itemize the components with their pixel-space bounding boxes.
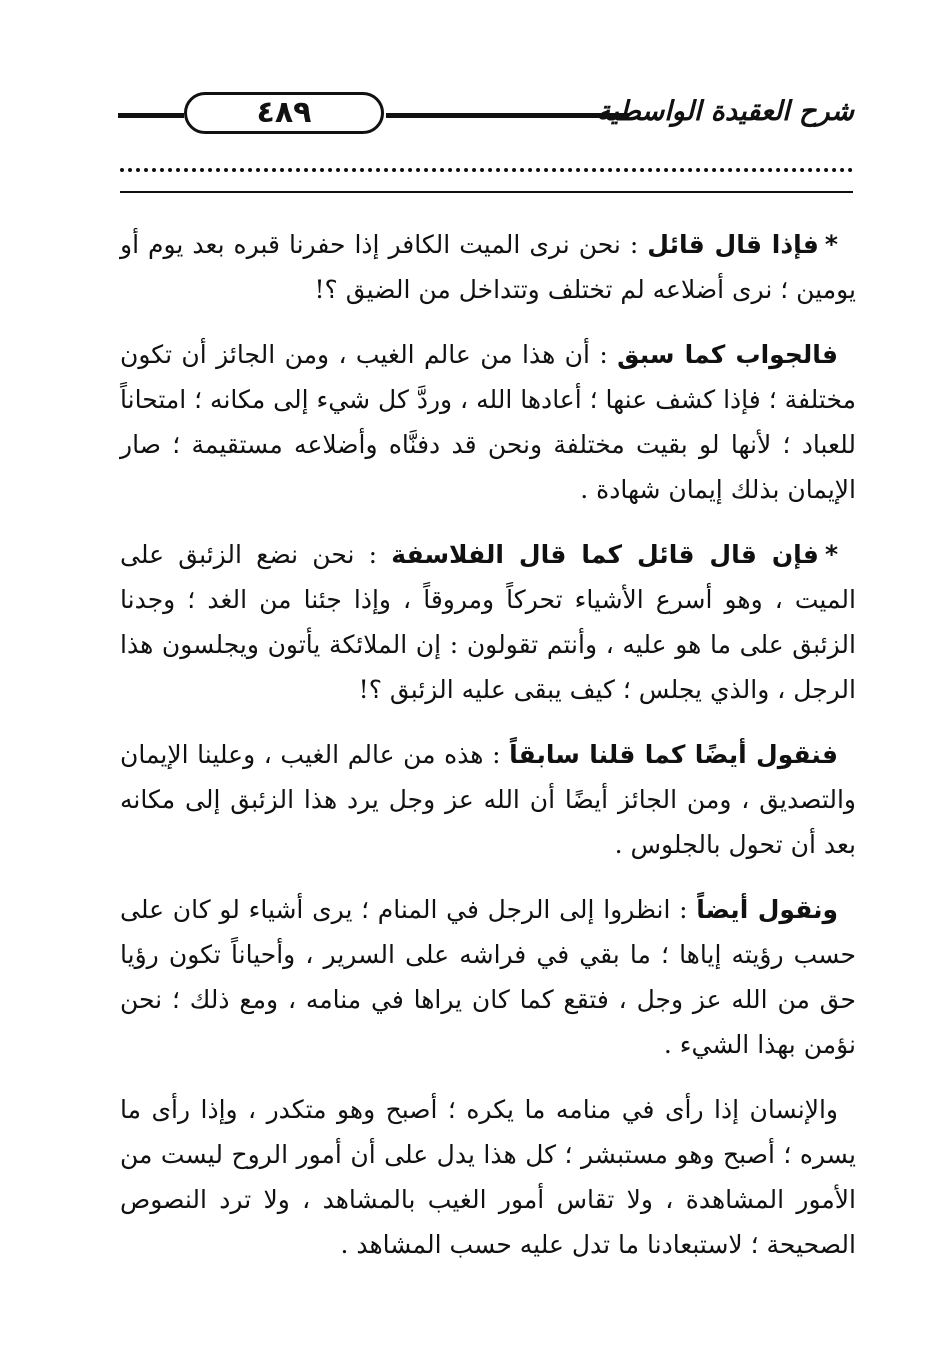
paragraph-text: : نحن نضع الزئبق على الميت ، وهو أسرع الأشياء تحركاً ومروقاً ، وإذا جئنا من الغد ؛ وجدنا الزئبق على ما هو عليه ، وأنتم تقولون : إن الملائكة يأتون ويجلسون هذا الرجل ، والذي يجلس ؛ كيف يبقى عليه الزئبق ؟! — [120, 540, 856, 704]
page-body — [120, 222, 856, 1287]
paragraph-lead: ونقول أيضاً — [696, 895, 839, 924]
dotted-divider — [120, 168, 853, 172]
book-title: شرح العقيدة الواسطية — [596, 96, 854, 127]
star-marker: * — [824, 540, 839, 569]
paragraph-3 — [120, 532, 856, 712]
paragraph-lead: فنقول أيضًا كما قلنا سابقاً — [509, 740, 838, 769]
paragraph-text: : نحن نرى الميت الكافر إذا حفرنا قبره بعد يوم أو يومين ؛ نرى أضلاعه لم تختلف وتتداخل من الضيق ؟! — [120, 230, 856, 304]
paragraph-lead: فإن قال قائل كما قال الفلاسفة — [391, 540, 819, 569]
paragraph-text: : أن هذا من عالم الغيب ، ومن الجائز أن تكون مختلفة ؛ فإذا كشف عنها ؛ أعادها الله ، وردَّ كل شيء إلى مكانه ؛ امتحاناً للعباد ؛ لأنها لو بقيت مختلفة ونحن قد دفنَّاه وأضلاعه مستقيمة ؛ صار الإيمان بذلك إيمان شهادة . — [120, 340, 856, 504]
paragraph-2 — [120, 332, 856, 512]
paragraph-text: : انظروا إلى الرجل في المنام ؛ يرى أشياء لو كان على حسب رؤيته إياها ؛ ما بقي في فراشه على السرير ، وأحياناً تكون رؤيا حق من الله عز وجل ، فتقع كما كان يراها في منامه ، ومع ذلك ؛ نحن نؤمن بهذا الشيء . — [120, 895, 856, 1059]
paragraph-lead: فالجواب كما سبق — [617, 340, 838, 369]
header-rule-right — [386, 113, 629, 118]
paragraph-lead: فإذا قال قائل — [647, 230, 819, 259]
solid-divider — [120, 191, 853, 193]
paragraph-1 — [120, 222, 856, 312]
page-header — [118, 88, 854, 140]
header-rule-left — [118, 113, 184, 118]
paragraph-text: والإنسان إذا رأى في منامه ما يكره ؛ أصبح وهو متكدر ، وإذا رأى ما يسره ؛ أصبح وهو مستبشر ؛ كل هذا يدل على أن أمور الروح ليست من الأمور المشاهدة ، ولا تقاس أمور الغيب بالمشاهد ، ولا ترد النصوص الصحيحة ؛ لاستبعادنا ما تدل عليه حسب المشاهد . — [120, 1095, 856, 1259]
paragraph-5 — [120, 887, 856, 1067]
page-number: ٤٨٩ — [184, 92, 384, 134]
paragraph-4 — [120, 732, 856, 867]
paragraph-text: : هذه من عالم الغيب ، وعلينا الإيمان والتصديق ، ومن الجائز أيضًا أن الله عز وجل يرد هذا الزئبق إلى مكانه بعد أن تحول بالجلوس . — [120, 740, 856, 859]
paragraph-6 — [120, 1087, 856, 1267]
star-marker: * — [824, 230, 838, 259]
